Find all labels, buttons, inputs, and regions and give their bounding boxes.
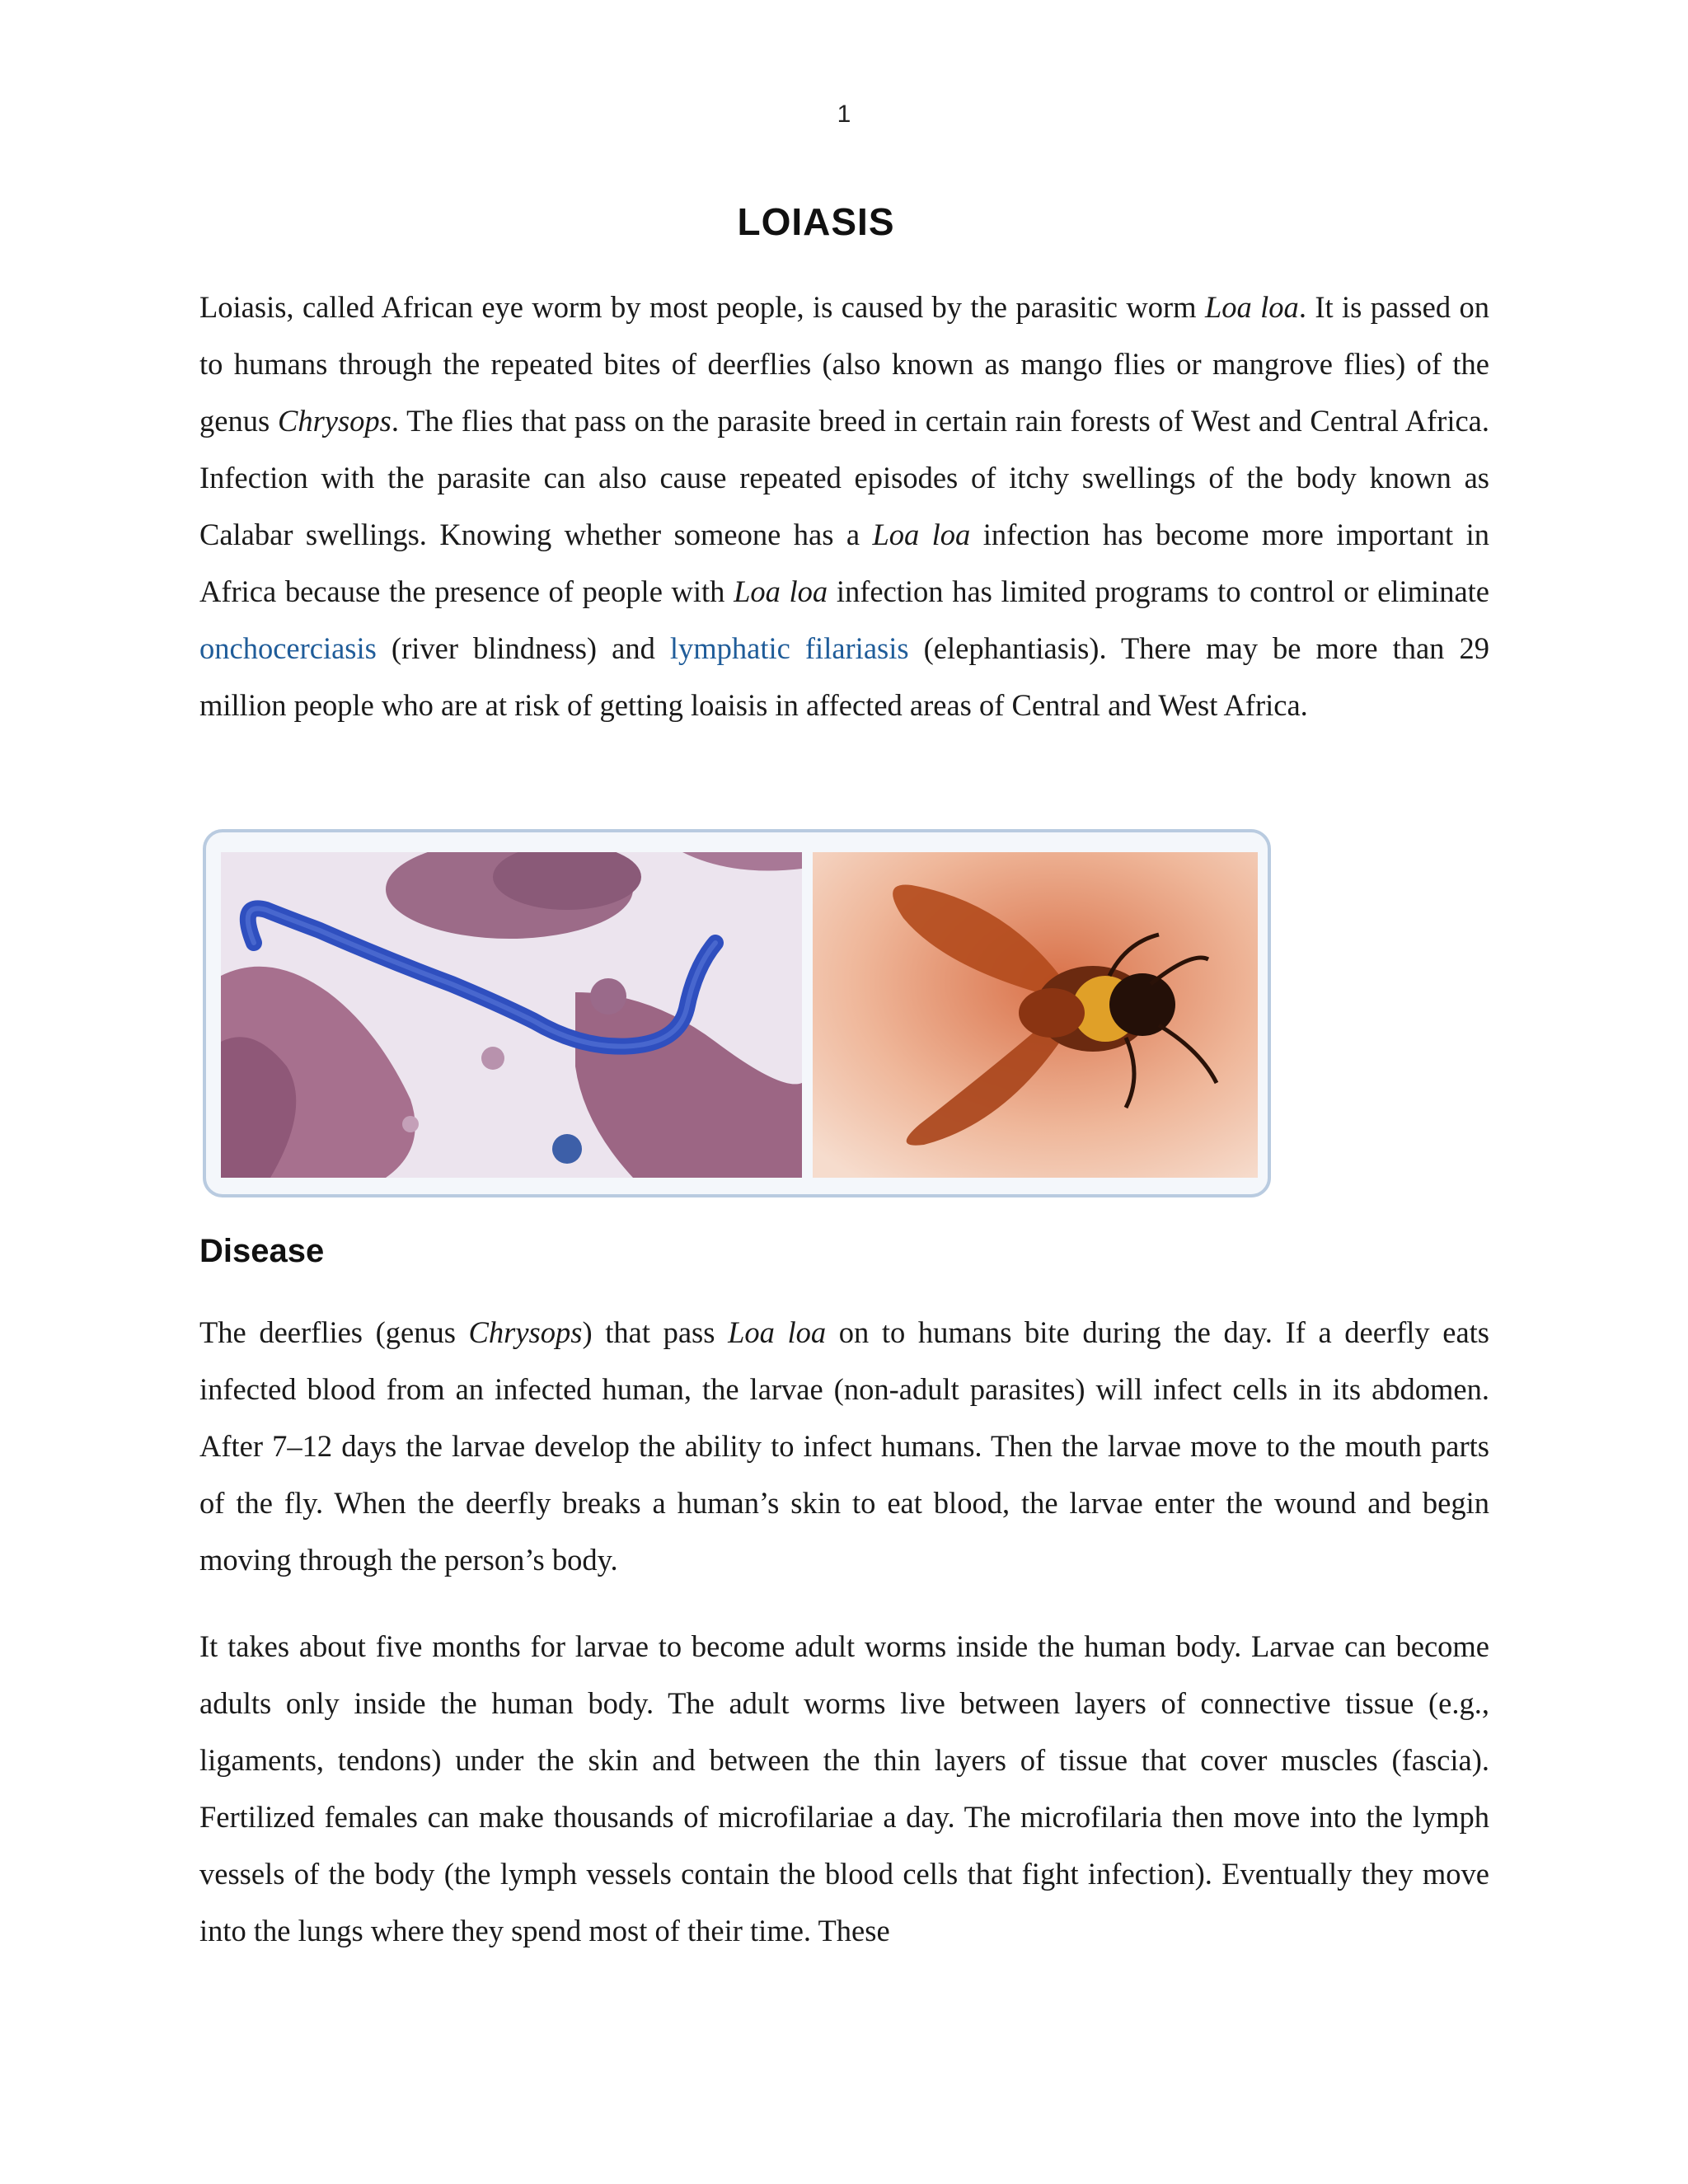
text-run: infection has limited programs to control or eliminate — [828, 574, 1489, 608]
text-run: The deerflies (genus — [199, 1315, 469, 1349]
deerfly-photo — [813, 852, 1258, 1178]
microfilaria-image — [221, 852, 802, 1178]
disease-paragraph-2: It takes about five months for larvae to become adult worms inside the human body. Larvae can become adults only inside the human body. The adult worms live between layers of connective tissue (e.g., ligaments, tendons) under the skin and between the thin layers of tissue that cover muscles (fascia). Fertilized females can make thousands of microfilariae a day. The microfilaria then move into the lymph vessels of the body (the lymph vessels contain the blood cells that fight infection). Eventually they move into the lungs where they spend most of their time. These — [199, 1629, 1489, 1947]
text-run: on to humans bite during the day. If a deerfly eats infected blood from an infected human, the larvae (non-adult parasites) will infect cells in its abdomen. After 7–12 days the larvae develop the ability to infect humans. Then the larvae move to the mouth parts of the fly. When the deerfly breaks a human’s skin to eat blood, the larvae enter the wound and begin moving through the person’s body. — [199, 1315, 1489, 1577]
lymphatic-filariasis-link[interactable]: lymphatic filariasis — [669, 631, 909, 665]
document-title: LOIASIS — [737, 200, 895, 243]
page-number: 1 — [837, 101, 851, 128]
text-run: . It is passed on to humans through the repeated bites of deerflies (also known as mango flies or mangrove flies) of the genus — [199, 290, 1489, 438]
italic-term: Loa loa — [1204, 290, 1299, 324]
italic-term: Loa loa — [872, 518, 971, 551]
text-run: (river blindness) and — [376, 631, 670, 665]
text-run: . The flies that pass on the parasite breed in certain rain forests of West and Central Africa. Infection with the parasite can also cause repeated episodes of itchy swellings of the body known as Calabar swellings. Knowing whether someone has a — [199, 404, 1489, 551]
deerfly-image — [813, 852, 1258, 1178]
disease-heading: Disease — [199, 1233, 325, 1269]
text-run: ) that pass — [582, 1315, 729, 1349]
disease-paragraph-1 — [199, 1304, 1489, 1588]
intro-paragraph — [199, 279, 1489, 733]
italic-term: Chrysops — [277, 404, 392, 438]
text-run: Loiasis, called African eye worm by most people, is caused by the parasitic worm — [199, 290, 1205, 324]
onchocerciasis-link[interactable]: onchocerciasis — [199, 631, 377, 665]
text-run: infection has become more important in Africa because the presence of people with — [199, 518, 1489, 608]
microfilaria-micrograph — [221, 852, 802, 1178]
italic-term: Loa loa — [734, 574, 828, 608]
italic-term: Chrysops — [468, 1315, 583, 1349]
italic-term: Loa loa — [728, 1315, 827, 1349]
figure-frame — [203, 829, 1271, 1197]
text-run: (elephantiasis). There may be more than 29 million people who are at risk of getting loaisis in affected areas of Central and West Africa. — [199, 631, 1489, 722]
